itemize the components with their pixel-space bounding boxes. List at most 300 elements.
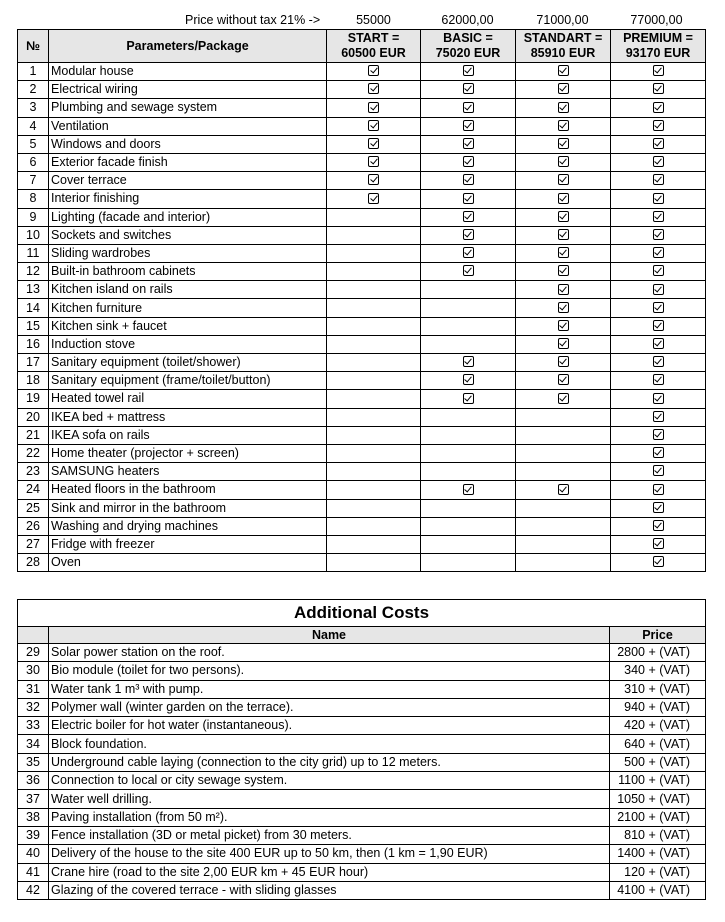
package-premium-cell bbox=[611, 335, 706, 353]
cost-price: 940 + (VAT) bbox=[610, 698, 706, 716]
cost-name: Paving installation (from 50 m²). bbox=[49, 808, 610, 826]
package-basic-cell bbox=[421, 481, 516, 499]
package-standart-name: STANDART = bbox=[523, 31, 603, 45]
cost-name: Glazing of the covered terrace - with sliding glasses bbox=[49, 881, 610, 899]
package-basic-cell bbox=[421, 317, 516, 335]
cost-price: 1100 + (VAT) bbox=[610, 772, 706, 790]
checkbox-checked-icon bbox=[558, 138, 569, 149]
package-basic-cell bbox=[421, 135, 516, 153]
checkbox-checked-icon bbox=[653, 556, 664, 567]
checkbox-checked-icon bbox=[653, 138, 664, 149]
checkbox-checked-icon bbox=[653, 393, 664, 404]
table-row bbox=[18, 135, 706, 153]
table-row bbox=[18, 517, 706, 535]
package-premium-cell bbox=[611, 372, 706, 390]
checkbox-checked-icon bbox=[558, 83, 569, 94]
package-start-header bbox=[327, 30, 421, 63]
package-start-cell bbox=[327, 208, 421, 226]
checkbox-checked-icon bbox=[368, 102, 379, 113]
package-start-cell bbox=[327, 99, 421, 117]
package-basic-cell bbox=[421, 463, 516, 481]
cost-price: 2100 + (VAT) bbox=[610, 808, 706, 826]
net-price-standart: 71000,00 bbox=[536, 13, 589, 27]
package-start-cell bbox=[327, 117, 421, 135]
package-standart-cell bbox=[516, 263, 611, 281]
table-row bbox=[18, 190, 706, 208]
checkbox-checked-icon bbox=[368, 156, 379, 167]
row-number: 25 bbox=[18, 499, 49, 517]
checkbox-checked-icon bbox=[463, 265, 474, 276]
checkbox-checked-icon bbox=[653, 229, 664, 240]
package-premium-cell bbox=[611, 299, 706, 317]
checkbox-checked-icon bbox=[558, 65, 569, 76]
checkbox-checked-icon bbox=[463, 102, 474, 113]
cost-name: Delivery of the house to the site 400 EUR up to 50 km, then (1 km = 1,90 EUR) bbox=[49, 845, 610, 863]
package-premium-cell bbox=[611, 117, 706, 135]
table-row bbox=[18, 662, 706, 680]
cost-name: Fence installation (3D or metal picket) from 30 meters. bbox=[49, 826, 610, 844]
parameter-name: Sanitary equipment (frame/toilet/button) bbox=[49, 372, 327, 390]
package-premium-cell bbox=[611, 263, 706, 281]
checkbox-checked-icon bbox=[653, 284, 664, 295]
cost-name: Underground cable laying (connection to the city grid) up to 12 meters. bbox=[49, 753, 610, 771]
row-number: 39 bbox=[18, 826, 49, 844]
checkbox-checked-icon bbox=[558, 265, 569, 276]
parameter-name: Kitchen island on rails bbox=[49, 281, 327, 299]
cost-name: Polymer wall (winter garden on the terrace). bbox=[49, 698, 610, 716]
table-row bbox=[18, 408, 706, 426]
package-standart-cell bbox=[516, 172, 611, 190]
checkbox-checked-icon bbox=[463, 174, 474, 185]
checkbox-checked-icon bbox=[653, 520, 664, 531]
row-number: 37 bbox=[18, 790, 49, 808]
parameter-name: Sliding wardrobes bbox=[49, 244, 327, 262]
package-start-cell bbox=[327, 390, 421, 408]
package-basic-cell bbox=[421, 354, 516, 372]
additional-name-header: Name bbox=[49, 627, 610, 644]
checkbox-checked-icon bbox=[368, 138, 379, 149]
row-number: 23 bbox=[18, 463, 49, 481]
table-row bbox=[18, 426, 706, 444]
package-standart-cell bbox=[516, 226, 611, 244]
cost-price: 500 + (VAT) bbox=[610, 753, 706, 771]
cost-price: 310 + (VAT) bbox=[610, 680, 706, 698]
package-standart-cell bbox=[516, 190, 611, 208]
package-premium-cell bbox=[611, 208, 706, 226]
checkbox-checked-icon bbox=[463, 229, 474, 240]
package-premium-cell bbox=[611, 190, 706, 208]
cost-name: Electric boiler for hot water (instantaneous). bbox=[49, 717, 610, 735]
checkbox-checked-icon bbox=[558, 338, 569, 349]
cost-price: 1050 + (VAT) bbox=[610, 790, 706, 808]
package-basic-cell bbox=[421, 153, 516, 171]
checkbox-checked-icon bbox=[368, 65, 379, 76]
package-start-name: START = bbox=[347, 31, 400, 45]
package-start-cell bbox=[327, 554, 421, 572]
checkbox-checked-icon bbox=[558, 211, 569, 222]
parameter-name: Interior finishing bbox=[49, 190, 327, 208]
package-basic-cell bbox=[421, 499, 516, 517]
package-basic-cell bbox=[421, 517, 516, 535]
price-note: Price without tax 21% -> bbox=[185, 13, 321, 27]
row-number: 27 bbox=[18, 535, 49, 553]
checkbox-checked-icon bbox=[463, 356, 474, 367]
package-basic-cell bbox=[421, 117, 516, 135]
net-price-basic: 62000,00 bbox=[441, 13, 494, 27]
table-row bbox=[18, 554, 706, 572]
package-premium-cell bbox=[611, 481, 706, 499]
package-table bbox=[17, 29, 706, 572]
package-basic-cell bbox=[421, 444, 516, 462]
package-standart-cell bbox=[516, 408, 611, 426]
package-premium-cell bbox=[611, 99, 706, 117]
parameter-name: IKEA bed + mattress bbox=[49, 408, 327, 426]
package-premium-cell bbox=[611, 226, 706, 244]
checkbox-checked-icon bbox=[463, 193, 474, 204]
package-start-cell bbox=[327, 153, 421, 171]
checkbox-checked-icon bbox=[558, 320, 569, 331]
checkbox-checked-icon bbox=[653, 302, 664, 313]
parameter-name: Modular house bbox=[49, 63, 327, 81]
row-number: 15 bbox=[18, 317, 49, 335]
package-premium-cell bbox=[611, 63, 706, 81]
table-row bbox=[18, 153, 706, 171]
package-standart-cell bbox=[516, 117, 611, 135]
checkbox-checked-icon bbox=[653, 447, 664, 458]
table-row bbox=[18, 826, 706, 844]
row-number: 8 bbox=[18, 190, 49, 208]
checkbox-checked-icon bbox=[653, 484, 664, 495]
checkbox-checked-icon bbox=[558, 156, 569, 167]
parameter-name: Oven bbox=[49, 554, 327, 572]
parameter-name: Fridge with freezer bbox=[49, 535, 327, 553]
package-start-cell bbox=[327, 226, 421, 244]
row-number: 19 bbox=[18, 390, 49, 408]
package-basic-cell bbox=[421, 335, 516, 353]
package-start-cell bbox=[327, 299, 421, 317]
checkbox-checked-icon bbox=[558, 284, 569, 295]
row-number: 34 bbox=[18, 735, 49, 753]
table-row bbox=[18, 808, 706, 826]
table-row bbox=[18, 354, 706, 372]
cost-price: 4100 + (VAT) bbox=[610, 881, 706, 899]
table-row bbox=[18, 317, 706, 335]
package-start-cell bbox=[327, 481, 421, 499]
package-standart-cell bbox=[516, 535, 611, 553]
parameter-name: Exterior facade finish bbox=[49, 153, 327, 171]
checkbox-checked-icon bbox=[653, 338, 664, 349]
package-basic-cell bbox=[421, 99, 516, 117]
package-start-cell bbox=[327, 317, 421, 335]
package-basic-cell bbox=[421, 281, 516, 299]
additional-header-row bbox=[18, 627, 706, 644]
row-number: 22 bbox=[18, 444, 49, 462]
package-basic-cell bbox=[421, 63, 516, 81]
checkbox-checked-icon bbox=[558, 174, 569, 185]
package-premium-cell bbox=[611, 444, 706, 462]
checkbox-checked-icon bbox=[558, 374, 569, 385]
additional-costs-title: Additional Costs bbox=[18, 600, 706, 627]
package-basic-cell bbox=[421, 244, 516, 262]
package-basic-cell bbox=[421, 390, 516, 408]
col-number-header: № bbox=[18, 30, 49, 63]
package-basic-cell bbox=[421, 299, 516, 317]
checkbox-checked-icon bbox=[558, 229, 569, 240]
parameter-name: Cover terrace bbox=[49, 172, 327, 190]
package-premium-cell bbox=[611, 426, 706, 444]
table-row bbox=[18, 390, 706, 408]
package-basic-cell bbox=[421, 208, 516, 226]
checkbox-checked-icon bbox=[368, 193, 379, 204]
package-standart-cell bbox=[516, 354, 611, 372]
checkbox-checked-icon bbox=[463, 484, 474, 495]
checkbox-checked-icon bbox=[368, 120, 379, 131]
cost-name: Connection to local or city sewage system. bbox=[49, 772, 610, 790]
package-basic-cell bbox=[421, 426, 516, 444]
checkbox-checked-icon bbox=[653, 120, 664, 131]
package-start-cell bbox=[327, 244, 421, 262]
package-start-cell bbox=[327, 426, 421, 444]
checkbox-checked-icon bbox=[653, 429, 664, 440]
package-standart-cell bbox=[516, 244, 611, 262]
additional-costs-table bbox=[17, 599, 706, 900]
table-row bbox=[18, 499, 706, 517]
parameter-name: Sockets and switches bbox=[49, 226, 327, 244]
package-standart-cell bbox=[516, 335, 611, 353]
row-number: 41 bbox=[18, 863, 49, 881]
package-standart-header bbox=[516, 30, 611, 63]
package-premium-cell bbox=[611, 317, 706, 335]
package-start-cell bbox=[327, 63, 421, 81]
package-standart-cell bbox=[516, 299, 611, 317]
checkbox-checked-icon bbox=[558, 193, 569, 204]
parameter-name: Electrical wiring bbox=[49, 81, 327, 99]
package-premium-name: PREMIUM = bbox=[623, 31, 693, 45]
checkbox-checked-icon bbox=[653, 411, 664, 422]
checkbox-checked-icon bbox=[463, 374, 474, 385]
package-basic-cell bbox=[421, 372, 516, 390]
package-standart-cell bbox=[516, 426, 611, 444]
net-price-premium: 77000,00 bbox=[630, 13, 683, 27]
row-number: 2 bbox=[18, 81, 49, 99]
checkbox-checked-icon bbox=[463, 120, 474, 131]
package-premium-cell bbox=[611, 135, 706, 153]
parameter-name: Ventilation bbox=[49, 117, 327, 135]
parameter-name: Home theater (projector + screen) bbox=[49, 444, 327, 462]
table-row bbox=[18, 372, 706, 390]
row-number: 29 bbox=[18, 644, 49, 662]
row-number: 33 bbox=[18, 717, 49, 735]
table-row bbox=[18, 226, 706, 244]
package-basic-cell bbox=[421, 226, 516, 244]
package-basic-cell bbox=[421, 554, 516, 572]
table-row bbox=[18, 244, 706, 262]
checkbox-checked-icon bbox=[653, 465, 664, 476]
cost-price: 120 + (VAT) bbox=[610, 863, 706, 881]
row-number: 35 bbox=[18, 753, 49, 771]
parameter-name: Windows and doors bbox=[49, 135, 327, 153]
package-premium-cell bbox=[611, 281, 706, 299]
package-premium-cell bbox=[611, 390, 706, 408]
table-row bbox=[18, 299, 706, 317]
table-row bbox=[18, 753, 706, 771]
row-number: 24 bbox=[18, 481, 49, 499]
cost-price: 640 + (VAT) bbox=[610, 735, 706, 753]
additional-title-row bbox=[18, 600, 706, 627]
row-number: 38 bbox=[18, 808, 49, 826]
package-start-cell bbox=[327, 535, 421, 553]
net-price-start: 55000 bbox=[356, 13, 391, 27]
row-number: 1 bbox=[18, 63, 49, 81]
table-row bbox=[18, 335, 706, 353]
checkbox-checked-icon bbox=[653, 174, 664, 185]
checkbox-checked-icon bbox=[558, 393, 569, 404]
package-basic-cell bbox=[421, 408, 516, 426]
package-standart-cell bbox=[516, 554, 611, 572]
checkbox-checked-icon bbox=[653, 102, 664, 113]
checkbox-checked-icon bbox=[653, 65, 664, 76]
row-number: 16 bbox=[18, 335, 49, 353]
additional-num-header bbox=[18, 627, 49, 644]
row-number: 13 bbox=[18, 281, 49, 299]
table-row bbox=[18, 208, 706, 226]
package-premium-header bbox=[611, 30, 706, 63]
package-basic-cell bbox=[421, 172, 516, 190]
package-start-cell bbox=[327, 190, 421, 208]
row-number: 18 bbox=[18, 372, 49, 390]
package-standart-price: 85910 EUR bbox=[530, 46, 596, 60]
row-number: 36 bbox=[18, 772, 49, 790]
parameter-name: Induction stove bbox=[49, 335, 327, 353]
package-basic-header bbox=[421, 30, 516, 63]
table-row bbox=[18, 772, 706, 790]
cost-name: Water well drilling. bbox=[49, 790, 610, 808]
checkbox-checked-icon bbox=[463, 247, 474, 258]
table-row bbox=[18, 63, 706, 81]
package-start-cell bbox=[327, 172, 421, 190]
table-row bbox=[18, 281, 706, 299]
checkbox-checked-icon bbox=[653, 265, 664, 276]
package-start-cell bbox=[327, 499, 421, 517]
parameter-name: Sink and mirror in the bathroom bbox=[49, 499, 327, 517]
parameter-name: Sanitary equipment (toilet/shower) bbox=[49, 354, 327, 372]
row-number: 14 bbox=[18, 299, 49, 317]
row-number: 28 bbox=[18, 554, 49, 572]
package-standart-cell bbox=[516, 372, 611, 390]
package-standart-cell bbox=[516, 499, 611, 517]
package-standart-cell bbox=[516, 281, 611, 299]
checkbox-checked-icon bbox=[653, 247, 664, 258]
checkbox-checked-icon bbox=[368, 83, 379, 94]
checkbox-checked-icon bbox=[653, 502, 664, 513]
package-premium-cell bbox=[611, 535, 706, 553]
checkbox-checked-icon bbox=[463, 156, 474, 167]
package-start-cell bbox=[327, 354, 421, 372]
parameter-name: Lighting (facade and interior) bbox=[49, 208, 327, 226]
checkbox-checked-icon bbox=[463, 83, 474, 94]
package-standart-cell bbox=[516, 63, 611, 81]
checkbox-checked-icon bbox=[653, 374, 664, 385]
parameter-name: Plumbing and sewage system bbox=[49, 99, 327, 117]
table-row bbox=[18, 117, 706, 135]
table-row bbox=[18, 698, 706, 716]
parameter-name: Built-in bathroom cabinets bbox=[49, 263, 327, 281]
package-standart-cell bbox=[516, 463, 611, 481]
package-standart-cell bbox=[516, 153, 611, 171]
row-number: 12 bbox=[18, 263, 49, 281]
package-start-cell bbox=[327, 408, 421, 426]
checkbox-checked-icon bbox=[653, 320, 664, 331]
row-number: 6 bbox=[18, 153, 49, 171]
package-start-cell bbox=[327, 517, 421, 535]
table-row bbox=[18, 717, 706, 735]
package-start-cell bbox=[327, 372, 421, 390]
row-number: 4 bbox=[18, 117, 49, 135]
package-premium-cell bbox=[611, 517, 706, 535]
table-row bbox=[18, 680, 706, 698]
package-start-cell bbox=[327, 281, 421, 299]
row-number: 5 bbox=[18, 135, 49, 153]
table-row bbox=[18, 845, 706, 863]
row-number: 3 bbox=[18, 99, 49, 117]
table-row bbox=[18, 99, 706, 117]
table-row bbox=[18, 790, 706, 808]
package-standart-cell bbox=[516, 81, 611, 99]
parameter-name: Heated towel rail bbox=[49, 390, 327, 408]
checkbox-checked-icon bbox=[653, 211, 664, 222]
row-number: 30 bbox=[18, 662, 49, 680]
checkbox-checked-icon bbox=[463, 138, 474, 149]
checkbox-checked-icon bbox=[653, 538, 664, 549]
parameter-name: Washing and drying machines bbox=[49, 517, 327, 535]
table-row bbox=[18, 263, 706, 281]
package-premium-cell bbox=[611, 81, 706, 99]
package-standart-cell bbox=[516, 517, 611, 535]
checkbox-checked-icon bbox=[463, 393, 474, 404]
parameter-name: Heated floors in the bathroom bbox=[49, 481, 327, 499]
package-basic-cell bbox=[421, 263, 516, 281]
cost-price: 1400 + (VAT) bbox=[610, 845, 706, 863]
checkbox-checked-icon bbox=[558, 356, 569, 367]
package-premium-cell bbox=[611, 153, 706, 171]
package-start-cell bbox=[327, 135, 421, 153]
package-premium-cell bbox=[611, 499, 706, 517]
package-basic-price: 75020 EUR bbox=[435, 46, 501, 60]
package-premium-cell bbox=[611, 463, 706, 481]
package-standart-cell bbox=[516, 317, 611, 335]
row-number: 32 bbox=[18, 698, 49, 716]
cost-price: 2800 + (VAT) bbox=[610, 644, 706, 662]
package-premium-cell bbox=[611, 408, 706, 426]
table-row bbox=[18, 481, 706, 499]
package-basic-cell bbox=[421, 190, 516, 208]
row-number: 9 bbox=[18, 208, 49, 226]
cost-name: Solar power station on the roof. bbox=[49, 644, 610, 662]
package-basic-cell bbox=[421, 81, 516, 99]
package-premium-cell bbox=[611, 244, 706, 262]
row-number: 10 bbox=[18, 226, 49, 244]
cost-name: Crane hire (road to the site 2,00 EUR km + 45 EUR hour) bbox=[49, 863, 610, 881]
package-start-cell bbox=[327, 81, 421, 99]
table-row bbox=[18, 881, 706, 899]
cost-name: Water tank 1 m³ with pump. bbox=[49, 680, 610, 698]
package-standart-cell bbox=[516, 208, 611, 226]
checkbox-checked-icon bbox=[558, 120, 569, 131]
table-row bbox=[18, 444, 706, 462]
net-price-row bbox=[0, 11, 725, 29]
checkbox-checked-icon bbox=[463, 65, 474, 76]
table-row bbox=[18, 863, 706, 881]
